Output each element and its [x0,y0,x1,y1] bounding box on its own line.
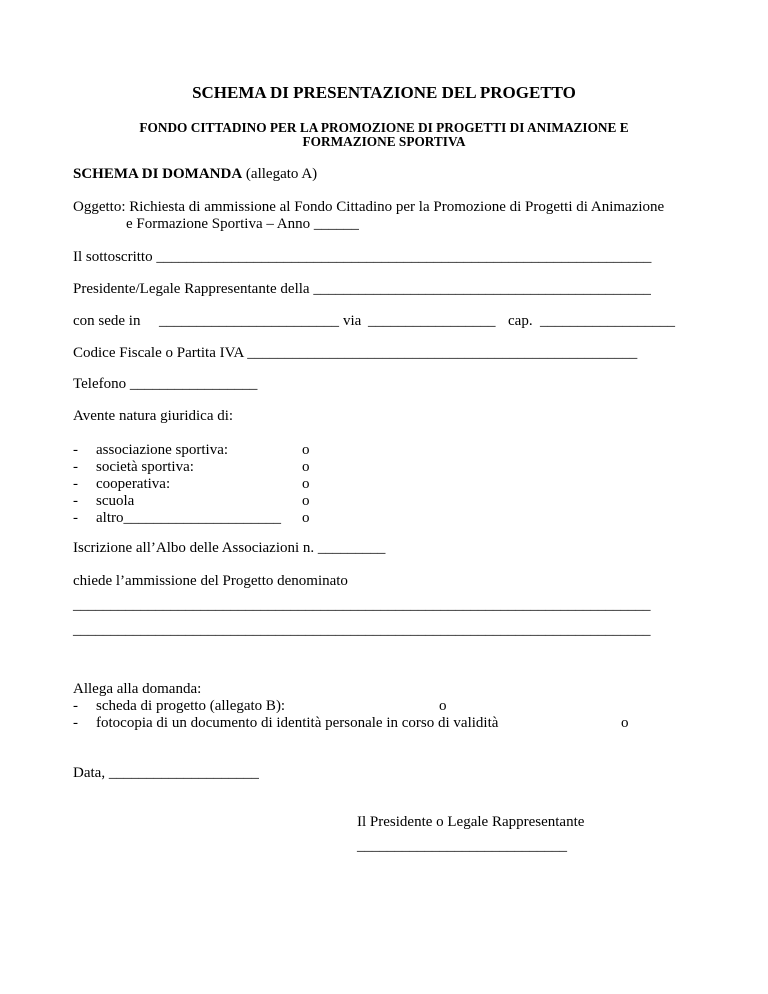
data-field[interactable]: Data, ____________________ [73,765,259,781]
checkbox-altro[interactable]: o [302,510,310,526]
natura-option-cooperativa: cooperativa: [96,476,171,492]
oggetto-line-2: e Formazione Sportiva – Anno ______ [126,216,359,232]
natura-option-societa: società sportiva: [96,459,194,475]
checkbox-scuola[interactable]: o [302,493,310,509]
telefono-field[interactable]: Telefono _________________ [73,376,258,392]
list-item-dash: - [73,493,78,509]
sede-label: con sede in [73,313,141,329]
iscrizione-field[interactable]: Iscrizione all’Albo delle Associazioni n. _________ [73,540,386,556]
cap-field[interactable]: __________________ [540,313,675,329]
signature-line[interactable]: ____________________________ [357,838,567,854]
list-item-dash: - [73,698,78,714]
sottoscritto-field[interactable]: Il sottoscritto __________________________________________________________________ [73,249,652,265]
allega-option-scheda: scheda di progetto (allegato B): [96,698,286,714]
list-item-dash: - [73,459,78,475]
section-note: (allegato A) [242,166,318,182]
checkbox-associazione[interactable]: o [302,442,310,458]
signature-label: Il Presidente o Legale Rappresentante [357,814,585,830]
sede-field[interactable]: ________________________ [159,313,339,329]
section-heading [73,166,317,183]
progetto-field-1[interactable]: _____________________________________________________________________________ [73,597,651,613]
oggetto-line-1: Oggetto: Richiesta di ammissione al Fondo Cittadino per la Promozione di Progetti di Animazione [73,199,665,215]
allega-heading: Allega alla domanda: [73,681,202,697]
codice-fiscale-field[interactable]: Codice Fiscale o Partita IVA ____________________________________________________ [73,345,638,361]
via-label: via [343,313,362,329]
natura-option-altro[interactable]: altro_____________________ [96,510,281,526]
natura-option-associazione: associazione sportiva: [96,442,229,458]
list-item-dash: - [73,510,78,526]
list-item-dash: - [73,476,78,492]
checkbox-cooperativa[interactable]: o [302,476,310,492]
subtitle-line-2: FORMAZIONE SPORTIVA [302,134,466,149]
presidente-field[interactable]: Presidente/Legale Rappresentante della _____________________________________________ [73,281,651,297]
natura-heading: Avente natura giuridica di: [73,408,234,424]
subtitle-line-1: FONDO CITTADINO PER LA PROMOZIONE DI PROGETTI DI ANIMAZIONE E [139,120,629,135]
checkbox-documento[interactable]: o [621,715,629,731]
via-field[interactable]: _________________ [368,313,496,329]
allega-option-documento: fotocopia di un documento di identità personale in corso di validità [96,715,499,731]
natura-option-scuola: scuola [96,493,135,509]
list-item-dash: - [73,715,78,731]
section-label: SCHEMA DI DOMANDA [73,166,243,182]
checkbox-scheda[interactable]: o [439,698,447,714]
progetto-field-2[interactable]: _____________________________________________________________________________ [73,622,651,638]
checkbox-societa[interactable]: o [302,459,310,475]
cap-label: cap. [508,313,533,329]
page-title: SCHEMA DI PRESENTAZIONE DEL PROGETTO [192,83,576,102]
list-item-dash: - [73,442,78,458]
progetto-label: chiede l’ammissione del Progetto denominato [73,573,348,589]
